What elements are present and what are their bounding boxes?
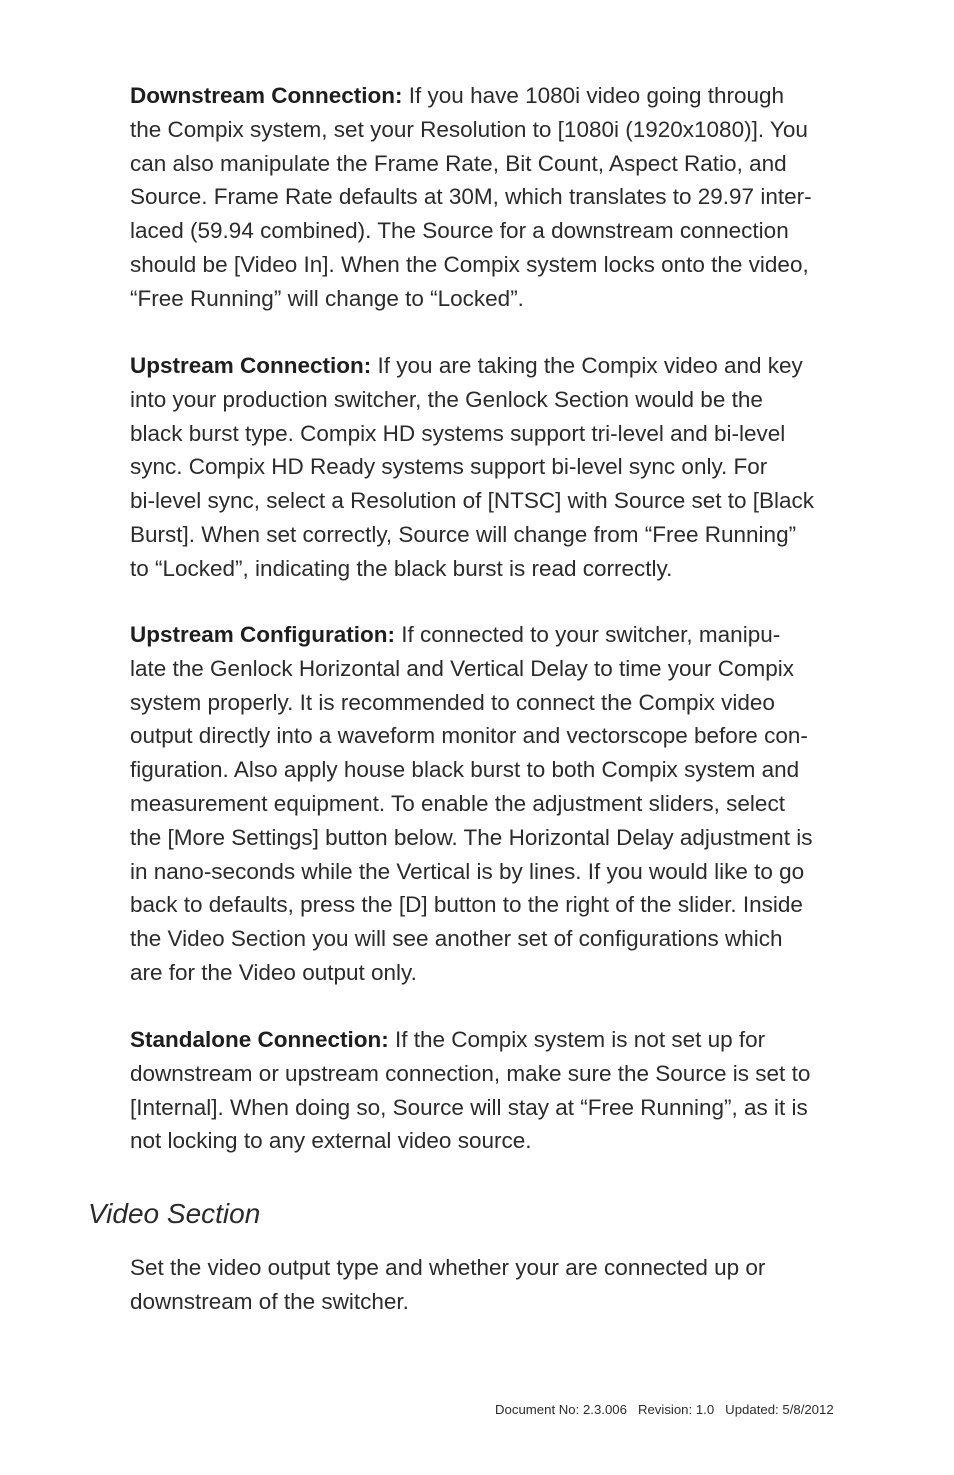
text-line: Set the video output type and whether your are connected up or [130, 1255, 766, 1280]
text-line: Source. Frame Rate defaults at 30M, which translates to 29.97 inter- [130, 184, 812, 210]
text-line: Standalone Connection: If the Compix system is not set up for [130, 1027, 766, 1052]
upstream-connection-paragraph [130, 349, 870, 586]
text-line: not locking to any external video source. [130, 1128, 532, 1154]
standalone-connection-paragraph [130, 1023, 870, 1158]
text-line: late the Genlock Horizontal and Vertical Delay to time your Compix [130, 655, 795, 681]
video-section-paragraph [130, 1251, 870, 1319]
text-line: the [More Settings] button below. The Horizontal Delay adjustment is [130, 824, 813, 850]
downstream-connection-lead: Downstream Connection: [130, 83, 403, 108]
text-line: Upstream Configuration: If connected to your switcher, manipu- [130, 622, 781, 647]
text-line: downstream or upstream connection, make sure the Source is set to [130, 1060, 811, 1086]
text-line: the Compix system, set your Resolution to [1080i (1920x1080)]. You [130, 116, 808, 142]
text-line: Upstream Connection: If you are taking the Compix video and key [130, 353, 803, 378]
text-line: are for the Video output only. [130, 959, 417, 985]
upstream-configuration-lead: Upstream Configuration: [130, 622, 396, 647]
text-line: Burst]. When set correctly, Source will change from “Free Running” [130, 521, 797, 547]
standalone-connection-lead: Standalone Connection: [130, 1027, 389, 1052]
text-line: into your production switcher, the Genlock Section would be the [130, 386, 763, 412]
document-footer: Document No: 2.3.006 Revision: 1.0 Updated: 5/8/2012 [495, 1402, 834, 1417]
text-line: should be [Video In]. When the Compix system locks onto the video, [130, 251, 809, 277]
text-line: bi-level sync, select a Resolution of [NTSC] with Source set to [Black [130, 488, 815, 514]
upstream-configuration-paragraph [130, 618, 870, 990]
text-line: measurement equipment. To enable the adjustment sliders, select [130, 790, 785, 816]
upstream-connection-lead: Upstream Connection: [130, 353, 372, 378]
text-line: sync. Compix HD Ready systems support bi-level sync only. For [130, 454, 768, 480]
text-line: output directly into a waveform monitor and vectorscope before con- [130, 723, 808, 749]
video-section-heading: Video Section [88, 1198, 261, 1229]
text-line: laced (59.94 combined). The Source for a downstream connection [130, 218, 789, 244]
text-line: figuration. Also apply house black burst to both Compix system and [130, 757, 800, 783]
downstream-connection-paragraph [130, 79, 870, 316]
text-line: in nano-seconds while the Vertical is by lines. If you would like to go [130, 858, 805, 884]
text-line: black burst type. Compix HD systems support tri-level and bi-level [130, 420, 786, 446]
text-line: to “Locked”, indicating the black burst is read correctly. [130, 555, 673, 581]
text-line: system properly. It is recommended to connect the Compix video [130, 689, 775, 715]
text-line: “Free Running” will change to “Locked”. [130, 285, 524, 311]
text-line: back to defaults, press the [D] button to the right of the slider. Inside [130, 892, 803, 918]
text-line: Downstream Connection: If you have 1080i video going through [130, 83, 785, 108]
text-line: [Internal]. When doing so, Source will stay at “Free Running”, as it is [130, 1094, 808, 1120]
text-line: can also manipulate the Frame Rate, Bit Count, Aspect Ratio, and [130, 150, 787, 176]
text-line: the Video Section you will see another set of configurations which [130, 926, 783, 952]
text-line: downstream of the switcher. [130, 1288, 409, 1314]
